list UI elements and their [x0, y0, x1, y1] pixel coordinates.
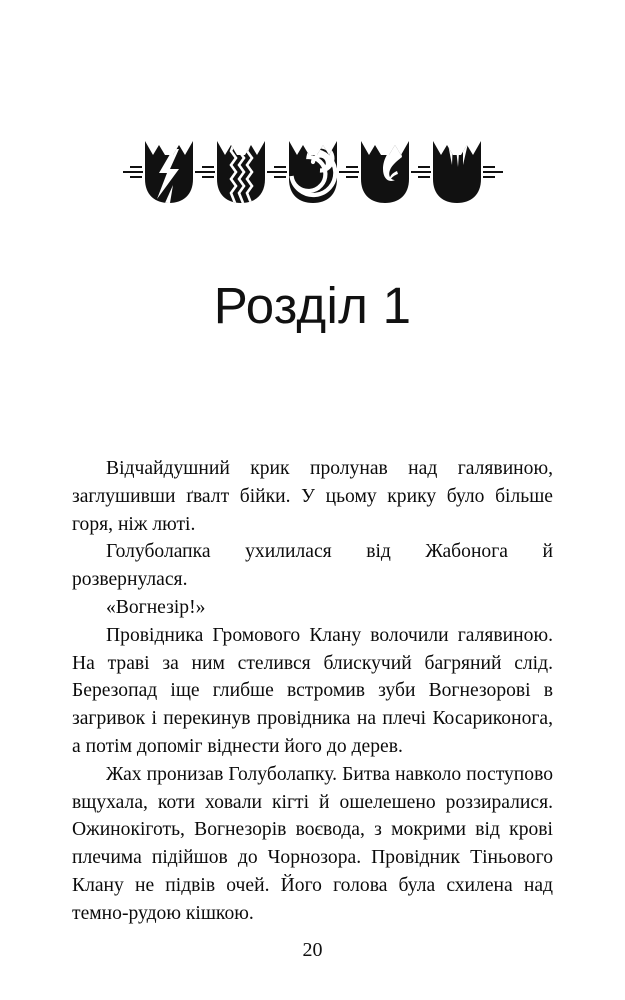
paragraph: Відчайдушний крик пролунав над галявиною, заглушивши ґвалт бійки. У цьому крику було більше горя, ніж люті.: [72, 458, 553, 535]
chapter-title: Розділ 1: [213, 277, 412, 335]
ornament-rule-left: [123, 166, 143, 178]
paragraph: Жах пронизав Голуболапку. Битва навколо поступово вщухала, коти ховали кігті й ошелешено роззиралися. Ожинокіготь, Вогнезорів воєвода, з мокрими від крові плечима підійшов до Чорнозора. Провідник Тіньового Клану не підвів очей. Його голова була схилена над темно-рудою кішкою.: [72, 763, 553, 924]
paragraph: Голуболапка ухилилася від Жабонога й розвернулася.: [72, 541, 553, 591]
leaf-claw-badge-icon: [359, 139, 411, 205]
chapter-ornament: [0, 136, 625, 208]
paragraph: «Вогнезір!»: [106, 596, 206, 618]
ornament-rule-3: [339, 166, 359, 178]
chapter-ornament-row: [123, 139, 503, 205]
body-text: [72, 455, 553, 928]
spiral-badge-icon: [287, 139, 339, 205]
lightning-bolt-badge-icon: [143, 139, 195, 205]
paragraph: Провідника Громового Клану волочили галявиною. На траві за ним стелився блискучий багряний слід. Березопад іще глибше встромив зуби Вогнезорові в загривок і перекинув провідника на плечі Косариконога, а потім допоміг віднести його до дерев.: [72, 624, 553, 757]
ornament-rule-right: [483, 166, 503, 178]
ornament-rule-2: [267, 166, 287, 178]
ornament-rule-1: [195, 166, 215, 178]
ornament-rule-4: [411, 166, 431, 178]
wavy-river-badge-icon: [215, 139, 267, 205]
claw-marks-badge-icon: [431, 139, 483, 205]
page-number: 20: [302, 939, 323, 961]
